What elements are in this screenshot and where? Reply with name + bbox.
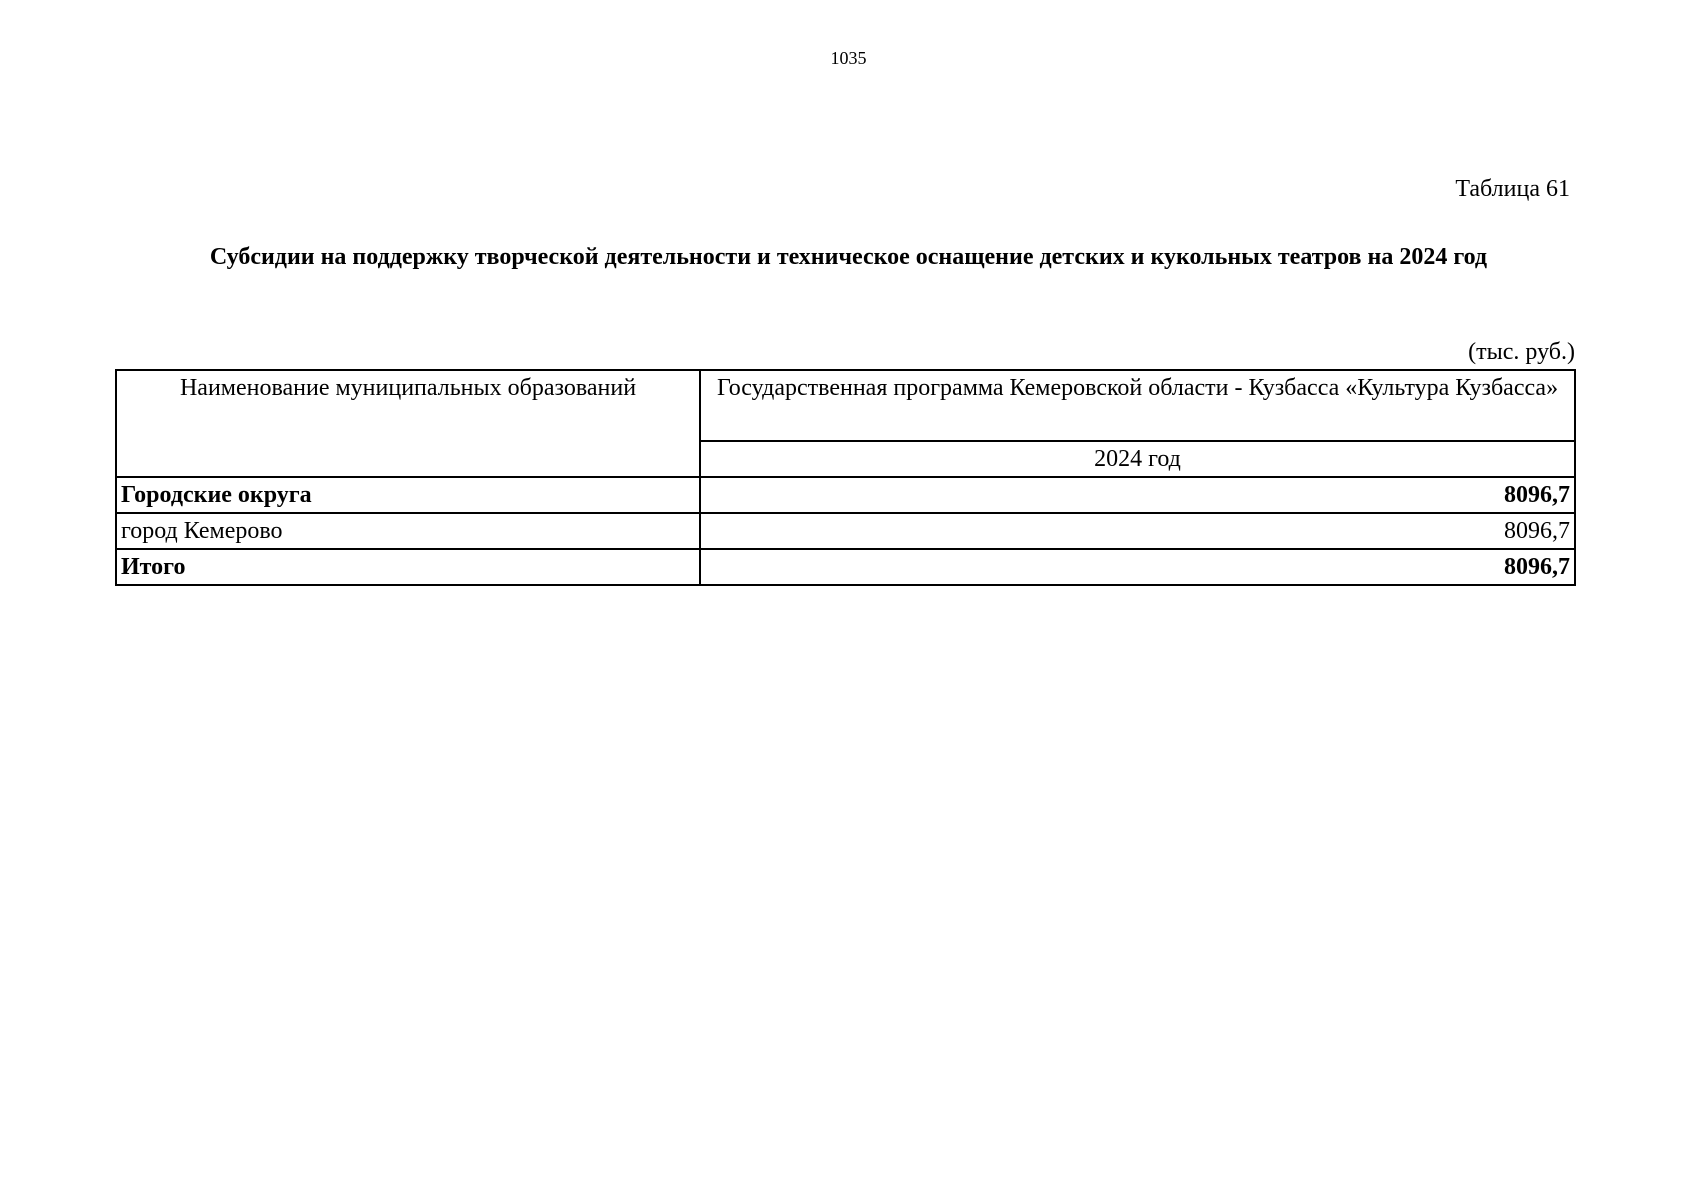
page-number: 1035 bbox=[830, 48, 867, 68]
column-header-program: Государственная программа Кемеровской области - Кузбасса «Культура Кузбасса» bbox=[700, 370, 1575, 441]
column-header-municipality: Наименование муниципальных образований bbox=[116, 370, 700, 477]
row-label: Городские округа bbox=[116, 477, 700, 513]
table-header-row bbox=[116, 370, 1575, 441]
column-header-year: 2024 год bbox=[700, 441, 1575, 477]
table-row-kemerovo bbox=[116, 513, 1575, 549]
row-value: 8096,7 bbox=[700, 549, 1575, 585]
row-label: Итого bbox=[116, 549, 700, 585]
row-value: 8096,7 bbox=[700, 513, 1575, 549]
table-caption: Таблица 61 bbox=[1455, 176, 1570, 202]
row-label: город Кемерово bbox=[116, 513, 700, 549]
document-title: Субсидии на поддержку творческой деятельности и техническое оснащение детских и кукольных театров на 2024 год bbox=[209, 244, 1488, 270]
row-value: 8096,7 bbox=[700, 477, 1575, 513]
table-row-city-districts bbox=[116, 477, 1575, 513]
table-row-total bbox=[116, 549, 1575, 585]
subsidy-table bbox=[115, 369, 1576, 586]
units-label: (тыс. руб.) bbox=[1468, 339, 1575, 365]
